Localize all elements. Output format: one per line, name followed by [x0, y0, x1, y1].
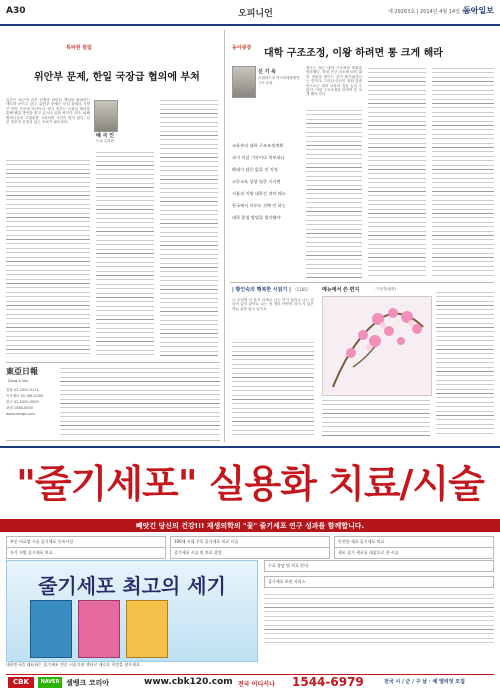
pull-quote-line: 과거 미달 기록이다 치부하나 [232, 155, 285, 160]
ad-divider [0, 446, 500, 448]
cartoon-illustration [322, 296, 432, 396]
ad-benefit: 자가 지방 줄기세포 치료 [6, 547, 166, 559]
poem-title [232, 286, 311, 293]
poem-title-text: | 황인숙의 행복한 시읽기 | [232, 287, 291, 293]
body-text-block [96, 150, 154, 356]
author-name-right: 신 기 욱 [258, 69, 276, 75]
ad-benefit-row [6, 547, 494, 559]
ad-benefit: 줄기세포 시술 및 치료 상담 [170, 547, 330, 559]
box-line: 전화 02-2020-0114 [6, 388, 39, 392]
column-title-left: 위안부 문제, 한일 국장급 협의에 부쳐 [34, 72, 200, 83]
box-line: www.donga.com [6, 412, 35, 416]
ad-row: 세포 줄기 세포를 대상으로 한 시술 [334, 547, 494, 559]
book-cover [126, 600, 168, 658]
ad-fine-print [264, 592, 494, 646]
ad-phone-label: 전국 어디서나 [238, 681, 275, 688]
divider [230, 282, 494, 283]
column-divider [224, 30, 225, 442]
masthead-box-name: 東亞日報 [6, 366, 38, 376]
ad-headline: "줄기세포" 실용화 치료/시술 [16, 461, 484, 506]
body-text-block [368, 66, 426, 278]
ad-footnote: 대한민국을 대표하는 줄기세포 전문 시술기관 센터로 새로운 희망을 찾으세요. [6, 662, 142, 667]
book-cover [30, 600, 72, 658]
body-text-block [160, 98, 218, 356]
ad-phone: 1544-6979 [292, 675, 364, 689]
ad-url: www.cbk120.com [144, 677, 233, 687]
ad-benefit: 부분 의료법 시술 줄기세포 등록시설 [6, 536, 166, 548]
ad-benefit: 안전한 세포 줄기세포 치료 [334, 536, 494, 548]
ad-regions: 전국 시 / 군 / 구 날 · 예 엘리엇 모집 [384, 679, 465, 685]
box-line: 판매 1588-0000 [6, 406, 33, 410]
column-body-right-1: 정부는 최근 대학 구조개혁 계획을 발표했다. 학령 인구 감소에 따라 대학 정원을 줄이는 것이 불가피하다는 것이다. 그러나 단순한 정원 감축만으로는 대학 교육의 질을 높일 수 없다. 이왕 구조조정을 하려면 통 크게 해야 한다. [306, 66, 362, 97]
column-title-right: 대학 구조조정, 이왕 하려면 통 크게 해라 [264, 48, 443, 59]
cbk-logo: CBK [8, 677, 34, 688]
column-label-left: 특파원 칼럼 [66, 45, 92, 51]
divider [6, 362, 220, 363]
ad-row: 무료 상담 및 치료 안내 [264, 560, 494, 572]
ad-brand: 셀뱅크 코리아 [66, 679, 110, 687]
ad-info-column [264, 560, 494, 660]
issue-date: 제 29263호 | 2014년 4월 14일 월요일 [388, 9, 477, 15]
pull-quote [232, 140, 298, 224]
poem-number: 〈1165〉 [292, 287, 311, 292]
body-text-block [322, 398, 430, 436]
flowers-illustration [323, 297, 431, 395]
cartoon-author: - 이현경(삽화) [374, 287, 397, 291]
ad-row: 줄기세포 보관 서비스 [264, 576, 494, 588]
cartoon-title: 메뉴에서 쓴 편지 [322, 287, 360, 293]
publisher-info-text [60, 366, 220, 438]
pull-quote-line: 대학 졸업 방법을 생각해야 [232, 215, 281, 220]
box-line: 광고 02-2020-0000 [6, 400, 39, 404]
body-text-block [306, 108, 362, 278]
book-cover [78, 600, 120, 658]
author-name-left: 배 극 인 [96, 133, 114, 139]
box-line: 독자센터 02-361-0000 [6, 394, 44, 398]
masthead-box-subtitle: Dong-A Ilbo [8, 379, 29, 383]
author-title-right: 스탠퍼드대 아시아태평양연구소 소장 [258, 76, 300, 85]
body-text-block [232, 340, 314, 436]
naver-logo: NAVER [38, 677, 62, 688]
ad-book-title: 줄기세포 최고의 세기 [38, 574, 226, 598]
author-photo-left [94, 100, 118, 132]
section-title: 오피니언 [238, 9, 273, 19]
divider [6, 440, 220, 441]
pull-quote-line: 확대가 답은 없을 것 지역 [232, 167, 278, 172]
ad-tagline: 빼앗긴 당신의 건강!!! 재생의학의 "꽃" 줄기세포 연구 성과를 함께합니다. [135, 522, 365, 530]
pull-quote-line: 교육부의 대학 구조조정계획 [232, 143, 284, 148]
author-photo-right [232, 66, 256, 98]
ad-benefit: 100세 시대 주목 줄기세포 치료 시술 [170, 536, 330, 548]
pull-quote-line: 서울과 지방 대학간 격차 해소 [232, 191, 286, 196]
body-text-block [6, 158, 90, 356]
body-text-block [432, 66, 494, 278]
poem-body: 나 무덤에 서 울지 마세요 나는 거기 없어요 나는 잠들어 있지 않아요 나는 천 개의 바람이 되어 저 넓은 하늘 위를 날고 있어요 [232, 298, 314, 311]
author-title-left: 도쿄 특파원 [96, 139, 115, 143]
column-body-left-1: 일본은 최근에 과거 전쟁과 관련된 책임을 회피하는 태도를 보이고 있다. 위안부 문제는 한일 관계의 가장 큰 현안 가운데 하나이다. 양국 정부는 국장급 협의를 통해 해결 방안을 찾고 있으나 입장 차이가 크다. 피해 할머니들의 고령화를 고려하면 시간이 많지 않다. 일본 정부의 진정성 있는 조치가 필요하다. [6, 98, 90, 125]
pull-quote-line: 고등교육 상향 평준 시키면 [232, 179, 281, 184]
newspaper-logo: 동아일보 [463, 6, 494, 15]
column-label-right: 동아광장 [232, 45, 252, 51]
pull-quote-line: 한국에서 아무도 선택 안 하는 [232, 203, 286, 208]
page-number: A30 [6, 6, 26, 16]
body-text-block [436, 290, 494, 436]
